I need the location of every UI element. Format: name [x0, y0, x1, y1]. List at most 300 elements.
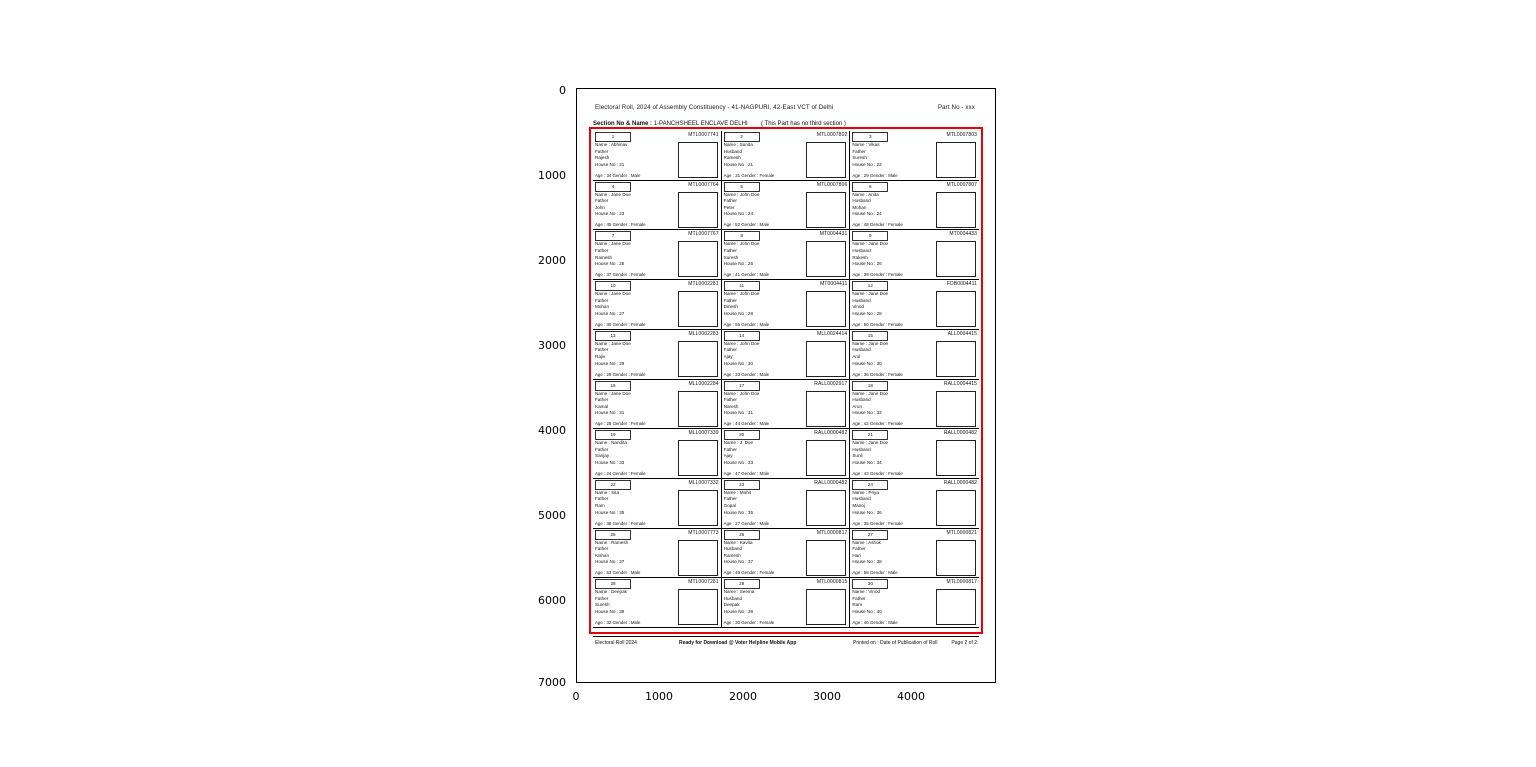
- entry-age-gender: Age : 37 Gender : Female: [595, 272, 646, 278]
- entry-house-number: House No : 24: [723, 211, 754, 217]
- entry-relation-label: Father: [723, 496, 737, 502]
- elector-entry: [593, 230, 722, 280]
- entry-relation-name: Vinod: [852, 304, 864, 310]
- entry-body: [724, 439, 848, 476]
- elector-entry: [722, 181, 851, 231]
- entry-house-number: House No : 39: [595, 609, 625, 615]
- entry-age-gender: Age : 24 Gender : Female: [595, 470, 646, 476]
- footer-rule: [593, 636, 979, 637]
- y-tick-5000: 5000: [538, 509, 566, 522]
- entry-fields: [724, 192, 806, 218]
- entry-head: [852, 430, 977, 439]
- entry-serial: 5: [724, 182, 760, 192]
- footer-left: Electoral Roll 2024: [595, 640, 637, 646]
- entry-photo: [678, 440, 718, 476]
- entry-name: Name : John Doe: [723, 241, 760, 247]
- entry-epic-number: RALL0004415: [943, 380, 977, 387]
- axes-area: [576, 88, 996, 683]
- entry-age-gender: Age : 48 Gender : Female: [852, 222, 903, 228]
- entry-body: [724, 390, 848, 427]
- entry-relation-label: Husband: [852, 496, 871, 502]
- entry-relation-name: Ajay: [723, 353, 733, 359]
- entry-photo: [936, 391, 976, 427]
- entry-photo: [678, 391, 718, 427]
- entry-photo: [806, 192, 846, 228]
- elector-entry: [593, 380, 722, 430]
- entry-body: [852, 191, 977, 228]
- y-tick-4000: 4000: [538, 424, 566, 437]
- entry-relation-name: Ramesh: [723, 552, 741, 558]
- entry-fields: [724, 391, 806, 417]
- entry-epic-number: RALL0002917: [814, 380, 848, 387]
- entry-relation-name: Hari: [852, 552, 861, 558]
- entry-relation-label: Husband: [852, 397, 871, 403]
- entry-age-gender: Age : 33 Gender : Male: [723, 371, 770, 377]
- entry-body: [852, 141, 977, 178]
- section-label: [593, 121, 748, 127]
- entry-relation-name: Gopal: [723, 503, 736, 509]
- entry-epic-number: MT0004411: [820, 281, 848, 288]
- entry-house-number: House No : 25: [595, 261, 625, 267]
- entry-serial: 4: [595, 182, 631, 192]
- entry-relation-name: Kishan: [595, 552, 610, 558]
- entry-photo: [806, 341, 846, 377]
- entry-body: [595, 141, 719, 178]
- entry-fields: [852, 142, 935, 168]
- entry-epic-number: MTL0007281: [688, 579, 719, 586]
- entry-house-number: House No : 30: [723, 360, 754, 366]
- elector-entry: [722, 479, 851, 529]
- entry-age-gender: Age : 49 Gender : Female: [723, 570, 775, 576]
- entry-house-number: House No : 35: [595, 509, 625, 515]
- entry-fields: [595, 440, 677, 466]
- entry-relation-name: Dinesh: [723, 304, 738, 310]
- elector-entry: [850, 131, 979, 181]
- entry-house-number: House No : 31: [723, 410, 754, 416]
- entry-age-gender: Age : 44 Gender : Male: [723, 421, 770, 427]
- entry-fields: [724, 589, 806, 615]
- elector-entry: [593, 181, 722, 231]
- entry-epic-number: MLL0002283: [688, 330, 719, 337]
- elector-entry: [593, 578, 722, 628]
- entry-head: [724, 579, 848, 588]
- footer-page-number: Page 2 of 2: [951, 640, 977, 646]
- entry-age-gender: Age : 30 Gender : Female: [595, 321, 646, 327]
- entry-name: Name : Vinod: [852, 589, 881, 595]
- entry-house-number: House No : 21: [595, 161, 625, 167]
- entry-head: [724, 430, 848, 439]
- entry-fields: [724, 142, 806, 168]
- entry-name: Name : John Doe: [723, 340, 760, 346]
- entry-relation-label: Father: [595, 247, 609, 253]
- entry-relation-label: Father: [852, 546, 866, 552]
- entry-head: [595, 530, 719, 539]
- entry-epic-number: RALL0000482: [943, 479, 977, 486]
- entry-name: Name : Vikas: [852, 142, 880, 147]
- entry-house-number: House No : 38: [852, 559, 882, 565]
- entry-name: Name : J. Doe: [723, 440, 754, 446]
- elector-entry: [593, 429, 722, 479]
- entry-relation-label: Husband: [852, 297, 871, 303]
- entry-fields: [852, 241, 935, 267]
- entry-fields: [595, 341, 677, 367]
- entry-body: [595, 290, 719, 327]
- entry-relation-label: Husband: [852, 247, 871, 253]
- entry-relation-label: Father: [595, 446, 609, 452]
- y-tick-7000: 7000: [538, 676, 566, 689]
- entry-photo: [936, 142, 976, 178]
- entry-fields: [852, 440, 935, 466]
- x-tick-0: 0: [572, 690, 580, 703]
- entry-fields: [724, 540, 806, 566]
- entry-photo: [936, 440, 976, 476]
- entry-head: [724, 182, 848, 191]
- entry-epic-number: MTL0007803: [946, 132, 977, 138]
- entry-age-gender: Age : 35 Gender : Female: [852, 520, 903, 526]
- entry-epic-number: MTL0000815: [816, 579, 848, 586]
- entry-photo: [936, 589, 976, 625]
- entry-relation-name: Ajay: [723, 453, 733, 459]
- entry-relation-name: Kamal: [595, 403, 609, 409]
- entry-head: [852, 480, 977, 489]
- entry-name: Name : Jane Doe: [852, 291, 889, 297]
- entry-body: [724, 588, 848, 625]
- entry-relation-name: Suresh: [595, 602, 610, 608]
- entry-age-gender: Age : 43 Gender : Female: [852, 470, 903, 476]
- entry-head: [724, 480, 848, 489]
- entry-relation-label: Father: [723, 198, 737, 204]
- entry-epic-number: MLL0002284: [688, 380, 719, 387]
- entry-fields: [595, 192, 677, 218]
- entry-relation-label: Father: [595, 347, 609, 353]
- entry-name: Name : Ashok: [852, 539, 881, 545]
- entry-epic-number: MTL0000817: [946, 579, 977, 586]
- entry-photo: [806, 391, 846, 427]
- entry-relation-name: Ramesh: [595, 254, 613, 260]
- section-note: ( This Part has no third section ): [761, 121, 846, 127]
- entry-relation-name: John: [595, 204, 605, 210]
- entry-fields: [724, 341, 806, 367]
- entry-age-gender: Age : 52 Gender : Male: [723, 222, 770, 228]
- entry-fields: [724, 291, 806, 317]
- entry-serial: 14: [724, 331, 760, 341]
- entry-name: Name : Jane Doe: [595, 390, 631, 396]
- entry-name: Name : Jane Doe: [852, 340, 889, 346]
- entry-name: Name : John Doe: [723, 291, 760, 297]
- entry-photo: [806, 589, 846, 625]
- entry-head: [595, 480, 719, 489]
- entry-house-number: House No : 24: [852, 211, 882, 217]
- entry-relation-name: Arun: [852, 403, 863, 409]
- entry-epic-number: RALL0000482: [814, 479, 848, 486]
- entry-photo: [678, 192, 718, 228]
- entry-head: [595, 182, 719, 191]
- elector-entry: [722, 578, 851, 628]
- entry-epic-number: MTL0007806: [816, 181, 848, 188]
- elector-entry: [850, 230, 979, 280]
- entry-head: [724, 381, 848, 390]
- entry-photo: [936, 291, 976, 327]
- entry-relation-label: Father: [723, 247, 737, 253]
- y-tick-2000: 2000: [538, 254, 566, 267]
- entry-relation-name: Rakesh: [852, 254, 868, 260]
- entry-body: [852, 539, 977, 576]
- entry-house-number: House No : 37: [723, 559, 754, 565]
- entry-age-gender: Age : 28 Gender : Female: [595, 421, 646, 427]
- entry-house-number: House No : 26: [723, 261, 754, 267]
- entry-name: Name : Seema: [723, 589, 755, 595]
- elector-entry: [722, 429, 851, 479]
- elector-entry: [850, 380, 979, 430]
- entry-relation-name: Anil: [852, 353, 860, 359]
- entry-name: Name : Jane Doe: [852, 440, 889, 446]
- entry-head: [852, 530, 977, 539]
- entry-age-gender: Age : 58 Gender : Male: [852, 570, 898, 576]
- elector-entry: [850, 529, 979, 579]
- entry-serial: 10: [595, 281, 631, 291]
- entry-house-number: House No : 32: [852, 410, 882, 416]
- entry-name: Name : John Doe: [723, 390, 760, 396]
- entry-serial: 3: [852, 132, 888, 142]
- entry-age-gender: Age : 47 Gender : Male: [723, 470, 770, 476]
- entry-house-number: House No : 28: [723, 310, 754, 316]
- entry-name: Name : Nandita: [595, 440, 627, 446]
- entry-serial: 11: [724, 281, 760, 291]
- entry-serial: 6: [852, 182, 888, 192]
- entry-epic-number: MT0004433: [949, 231, 977, 238]
- entry-house-number: House No : 39: [723, 609, 754, 615]
- entry-age-gender: Age : 29 Gender : Male: [852, 172, 898, 178]
- entry-body: [595, 340, 719, 377]
- entry-fields: [595, 490, 677, 516]
- entry-house-number: House No : 33: [595, 459, 625, 465]
- entry-house-number: House No : 29: [595, 360, 625, 366]
- entry-body: [595, 390, 719, 427]
- entry-relation-name: Ram: [852, 602, 863, 608]
- entry-relation-label: Father: [595, 148, 609, 154]
- part-number: Part No - xxx: [937, 104, 975, 111]
- entry-name: Name : Ramesh: [595, 539, 629, 545]
- entry-photo: [678, 490, 718, 526]
- elector-entry: [850, 429, 979, 479]
- elector-entry: [722, 131, 851, 181]
- entry-body: [852, 290, 977, 327]
- entry-head: [724, 530, 848, 539]
- entry-name: Name : Jane Doe: [595, 340, 631, 346]
- entry-fields: [852, 192, 935, 218]
- entry-head: [595, 281, 719, 290]
- entry-serial: 13: [595, 331, 631, 341]
- entry-relation-label: Father: [595, 397, 609, 403]
- entry-serial: 15: [852, 331, 888, 341]
- entry-serial: 20: [724, 430, 760, 440]
- y-tick-1000: 1000: [538, 169, 566, 182]
- elector-grid: [593, 131, 979, 628]
- entry-relation-name: Sunil: [852, 453, 863, 459]
- entry-serial: 26: [724, 530, 760, 540]
- section-value: 1-PANCHSHEEL ENCLAVE DELHI: [653, 121, 748, 127]
- entry-head: [852, 381, 977, 390]
- entry-relation-label: Husband: [852, 347, 871, 353]
- entry-head: [595, 381, 719, 390]
- entry-relation-name: Mohan: [595, 304, 610, 310]
- entry-house-number: House No : 33: [723, 459, 754, 465]
- elector-entry: [850, 578, 979, 628]
- entry-body: [724, 290, 848, 327]
- elector-entry: [722, 330, 851, 380]
- entry-epic-number: RALL0000482: [943, 430, 977, 437]
- electoral-roll-page: [585, 97, 987, 674]
- entry-relation-name: Ram: [595, 503, 605, 509]
- entry-photo: [678, 241, 718, 277]
- entry-relation-label: Father: [595, 546, 609, 552]
- entry-serial: 2: [724, 132, 760, 142]
- entry-serial: 28: [595, 579, 631, 589]
- entry-serial: 19: [595, 430, 631, 440]
- entry-age-gender: Age : 41 Gender : Male: [723, 272, 770, 278]
- entry-relation-name: Deepak: [723, 602, 740, 608]
- entry-photo: [936, 192, 976, 228]
- entry-relation-name: Peter: [723, 204, 735, 210]
- elector-entry: [593, 131, 722, 181]
- entry-photo: [806, 241, 846, 277]
- entry-fields: [595, 241, 677, 267]
- entry-body: [852, 390, 977, 427]
- entry-photo: [936, 341, 976, 377]
- entry-epic-number: MTL0007741: [688, 132, 719, 138]
- entry-head: [852, 182, 977, 191]
- entry-body: [724, 141, 848, 178]
- entry-epic-number: ALL0004415: [947, 330, 977, 337]
- entry-serial: 30: [852, 579, 888, 589]
- entry-serial: 8: [724, 231, 760, 241]
- entry-photo: [678, 291, 718, 327]
- entry-age-gender: Age : 36 Gender : Female: [852, 371, 903, 377]
- entry-name: Name : Jane Doe: [852, 390, 889, 396]
- entry-age-gender: Age : 27 Gender : Male: [723, 520, 770, 526]
- entry-photo: [806, 540, 846, 576]
- entry-serial: 22: [595, 480, 631, 490]
- entry-body: [595, 489, 719, 526]
- entry-photo: [678, 540, 718, 576]
- entry-epic-number: MT0004431: [819, 231, 848, 238]
- entry-photo: [678, 142, 718, 178]
- page-header: [595, 102, 977, 118]
- entry-house-number: House No : 37: [595, 559, 625, 565]
- elector-entry: [593, 330, 722, 380]
- elector-entry: [850, 479, 979, 529]
- entry-name: Name : Sunita: [723, 142, 753, 147]
- entry-fields: [595, 391, 677, 417]
- entry-body: [595, 191, 719, 228]
- entry-head: [852, 331, 977, 340]
- section-bar: [591, 119, 981, 131]
- entry-relation-label: Father: [723, 347, 737, 353]
- footer-center: Ready for Download @ Voter Helpline Mobile App: [679, 640, 797, 646]
- entry-photo: [936, 540, 976, 576]
- entry-relation-name: Sanjay: [595, 453, 610, 459]
- entry-head: [852, 281, 977, 290]
- x-tick-2000: 2000: [729, 690, 757, 703]
- entry-relation-label: Father: [723, 397, 737, 403]
- entry-serial: 24: [852, 480, 888, 490]
- page-footer: [593, 636, 979, 666]
- entry-relation-name: Rajiv: [595, 353, 606, 359]
- entry-serial: 1: [595, 132, 631, 142]
- entry-body: [724, 240, 848, 277]
- entry-fields: [852, 589, 935, 615]
- entry-epic-number: MTL0007807: [946, 181, 977, 188]
- entry-serial: 25: [595, 530, 631, 540]
- entry-house-number: House No : 30: [852, 360, 882, 366]
- entry-name: Name : Anita: [852, 191, 879, 197]
- entry-head: [595, 430, 719, 439]
- entry-relation-label: Father: [595, 297, 609, 303]
- entry-name: Name : Jane Doe: [595, 241, 631, 247]
- entry-serial: 9: [852, 231, 888, 241]
- elector-entry: [593, 280, 722, 330]
- x-tick-3000: 3000: [813, 690, 841, 703]
- entry-head: [595, 231, 719, 240]
- entry-epic-number: MTL0007764: [688, 181, 719, 188]
- entry-house-number: House No : 23: [595, 211, 625, 217]
- entry-name: Name : John Doe: [723, 191, 760, 197]
- entry-relation-name: Suresh: [852, 155, 867, 161]
- elector-entry: [722, 230, 851, 280]
- entry-age-gender: Age : 42 Gender : Female: [852, 421, 903, 427]
- entry-fields: [852, 391, 935, 417]
- entry-house-number: House No : 31: [595, 410, 625, 416]
- entry-house-number: House No : 36: [852, 509, 882, 515]
- section-label-text: Section No & Name :: [593, 121, 653, 127]
- entry-epic-number: FDB0004411: [946, 281, 977, 288]
- entry-body: [852, 489, 977, 526]
- entry-fields: [595, 291, 677, 317]
- entry-age-gender: Age : 45 Gender : Female: [595, 222, 646, 228]
- entry-photo: [936, 241, 976, 277]
- entry-epic-number: MTL0007802: [816, 132, 848, 138]
- x-tick-1000: 1000: [645, 690, 673, 703]
- entry-name: Name : Mohit: [723, 489, 751, 495]
- elector-entry: [593, 529, 722, 579]
- entry-age-gender: Age : 50 Gender : Female: [852, 321, 903, 327]
- entry-serial: 23: [724, 480, 760, 490]
- entry-relation-label: Husband: [723, 595, 743, 601]
- entry-head: [595, 331, 719, 340]
- entry-fields: [724, 241, 806, 267]
- entry-relation-name: Mohan: [852, 204, 867, 210]
- y-tick-6000: 6000: [538, 594, 566, 607]
- entry-serial: 18: [852, 381, 888, 391]
- entry-epic-number: RALL0000482: [814, 430, 848, 437]
- entry-head: [724, 231, 848, 240]
- entry-relation-label: Father: [595, 198, 609, 204]
- entry-relation-label: Father: [723, 446, 737, 452]
- elector-entry: [850, 280, 979, 330]
- entry-relation-label: Husband: [852, 446, 871, 452]
- entry-relation-label: Father: [852, 595, 866, 601]
- entry-name: Name : Kavita: [723, 539, 753, 545]
- entry-house-number: House No : 26: [852, 261, 882, 267]
- entry-relation-label: Husband: [723, 546, 743, 552]
- entry-fields: [595, 589, 677, 615]
- entry-name: Name : Priya: [852, 489, 879, 495]
- entry-head: [852, 231, 977, 240]
- entry-body: [852, 439, 977, 476]
- entry-epic-number: MLL0007332: [688, 479, 719, 486]
- entry-name: Name : Deepak: [595, 589, 627, 595]
- entry-relation-name: Suresh: [723, 254, 739, 260]
